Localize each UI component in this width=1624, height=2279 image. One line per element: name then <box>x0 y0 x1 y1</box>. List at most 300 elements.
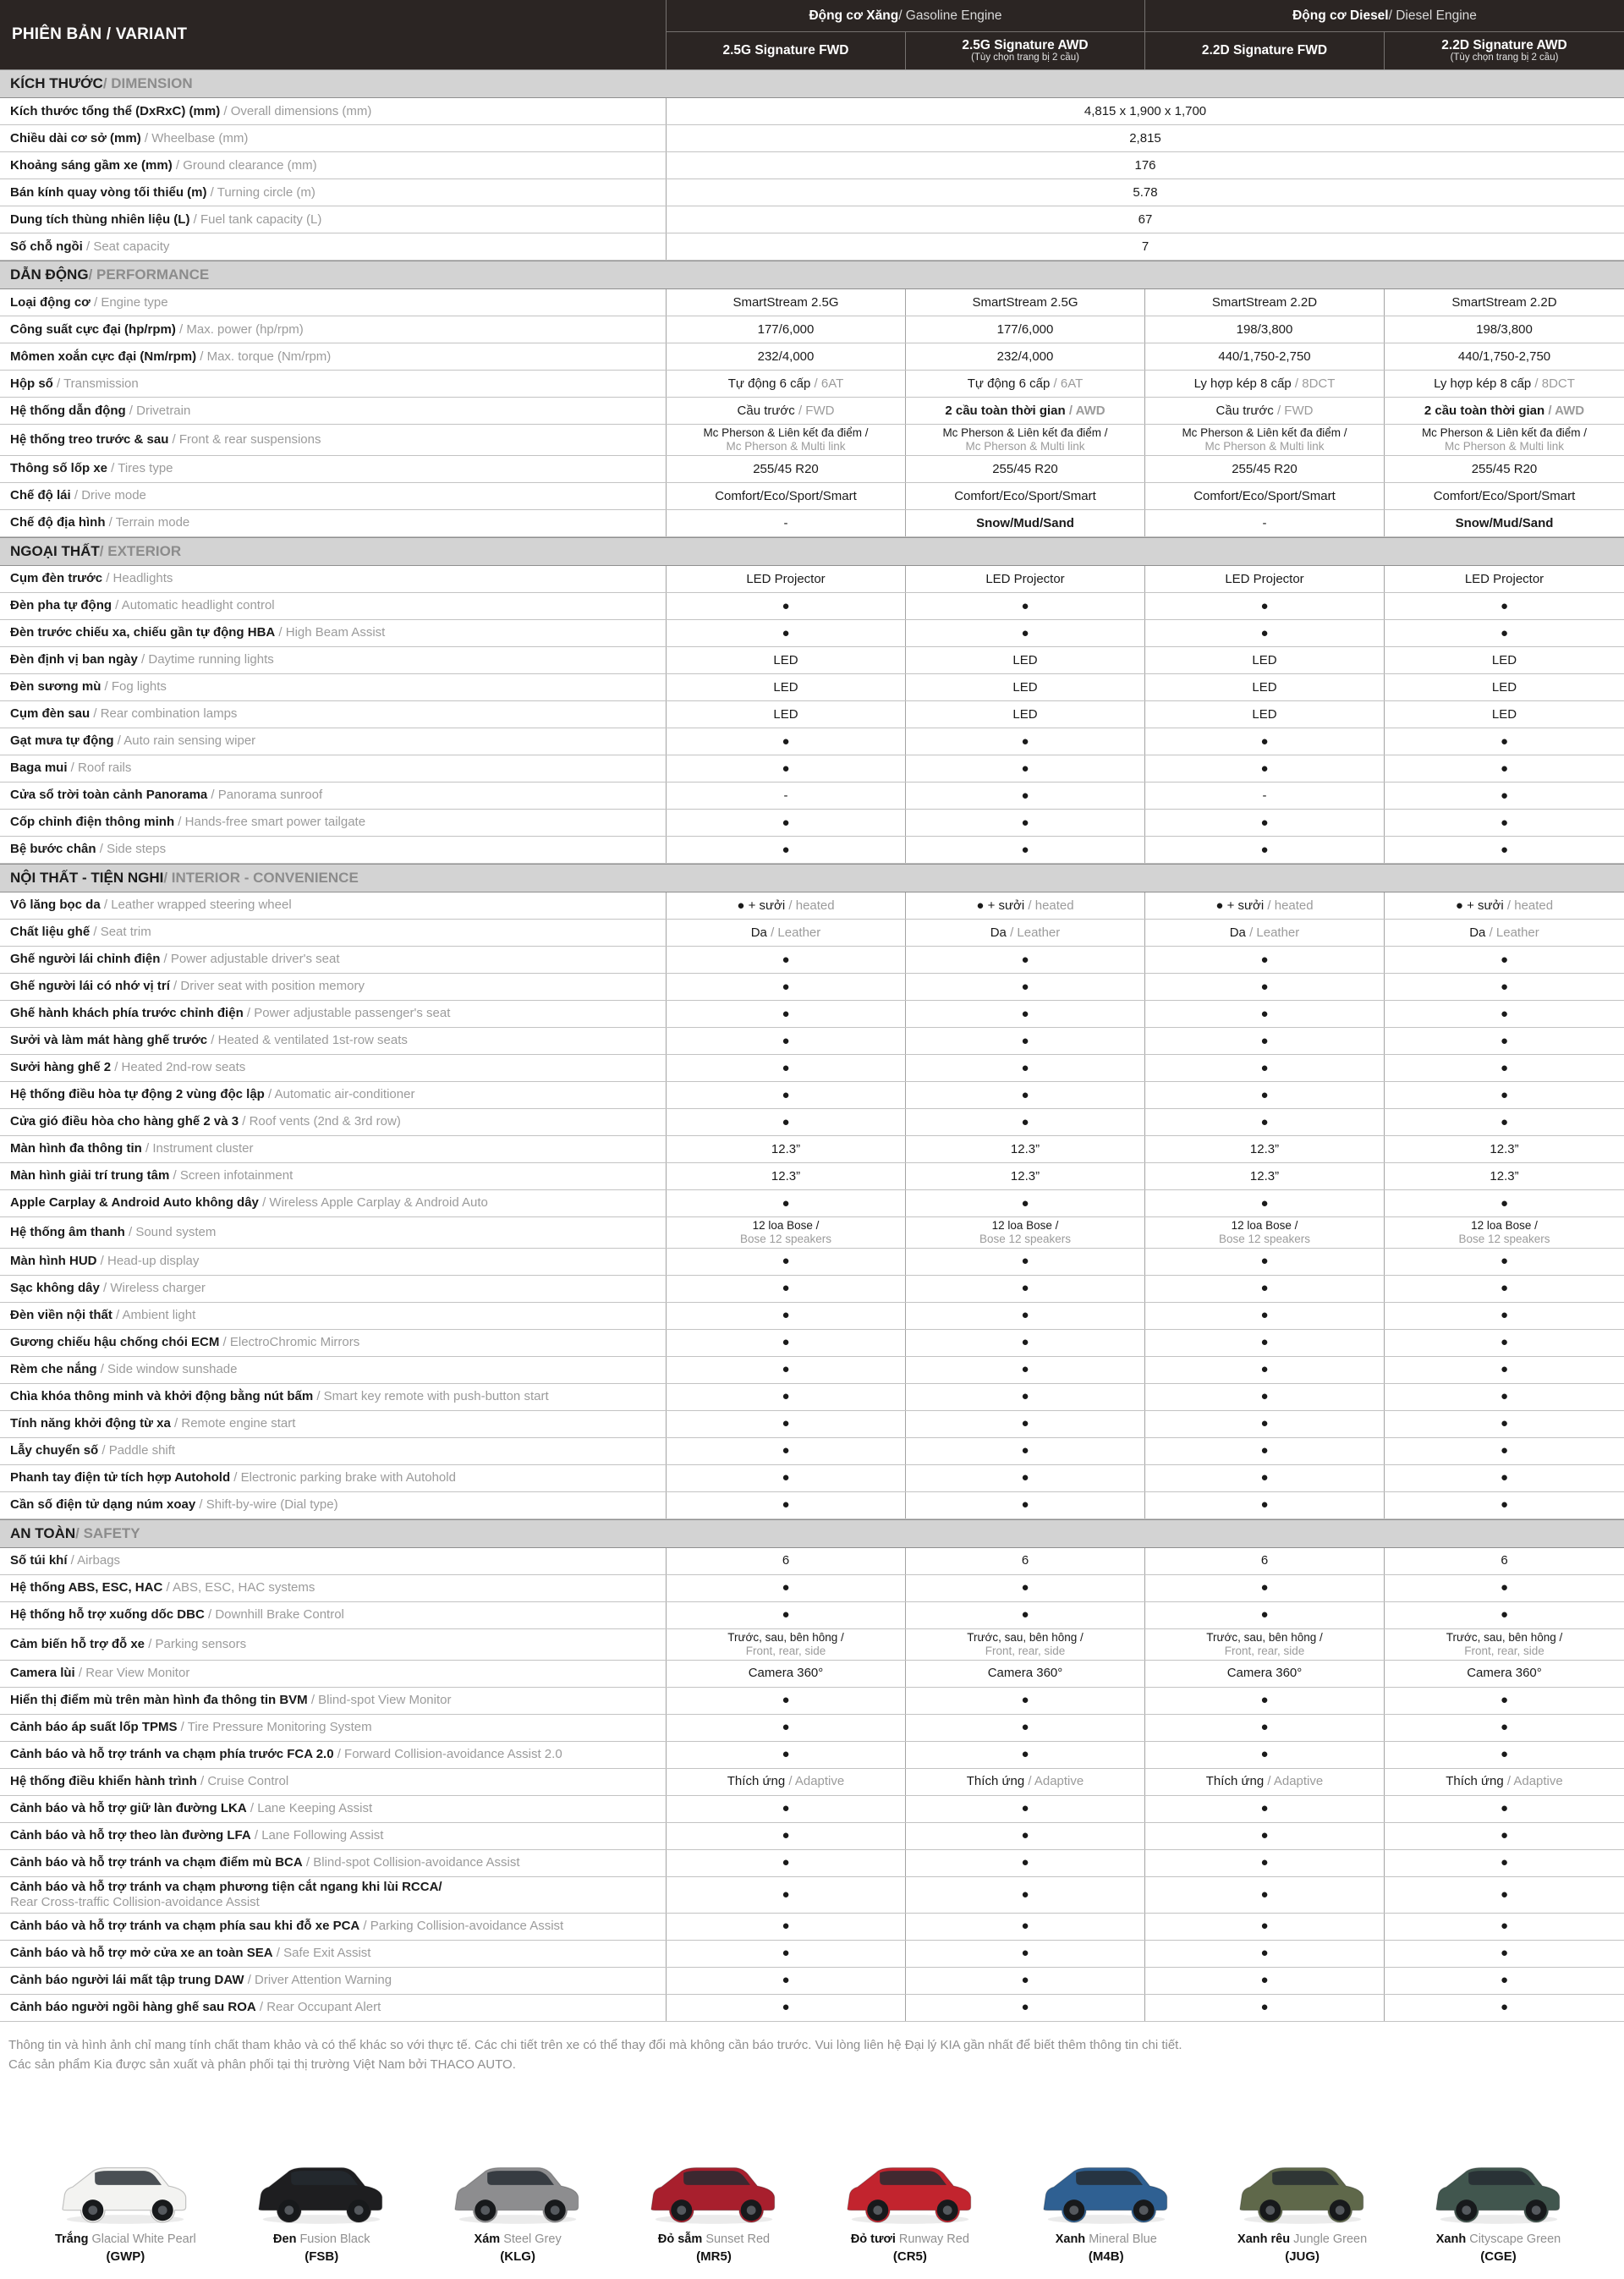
label-vi: Cầu trước <box>737 403 798 418</box>
label-vi: ● <box>782 625 790 640</box>
feature-included-dot <box>1144 1968 1384 1994</box>
label-vi: 255/45 R20 <box>992 461 1058 476</box>
feature-included-dot <box>1144 1357 1384 1383</box>
label-vi: Bán kính quay vòng tối thiểu (m) <box>10 184 207 200</box>
label-en: / Adaptive <box>1028 1774 1084 1789</box>
feature-included-dot <box>905 1796 1144 1822</box>
value-line <box>738 404 835 419</box>
label-vi: Cảnh báo và hỗ trợ tránh va chạm phía sau khi đỗ xe PCA <box>10 1919 360 1934</box>
feature-included-dot <box>905 1877 1144 1913</box>
label-vi: 440/1,750-2,750 <box>1218 349 1311 364</box>
value-line <box>1501 1720 1508 1735</box>
spec-cell <box>905 1769 1144 1795</box>
value-line <box>1501 2000 1508 2015</box>
row-label-line <box>10 761 657 776</box>
row-label <box>0 1796 666 1822</box>
label-en: / ABS, ESC, HAC systems <box>162 1580 315 1595</box>
value-line <box>1501 1443 1508 1458</box>
spec-row <box>0 728 1624 755</box>
spec-row <box>0 1330 1624 1357</box>
label-en: / Headlights <box>102 571 173 586</box>
spec-row <box>0 566 1624 593</box>
spec-row <box>0 1941 1624 1968</box>
label-en: / Power adjustable passenger's seat <box>243 1006 451 1021</box>
row-label <box>0 510 666 536</box>
feature-included-dot <box>1144 1109 1384 1135</box>
label-en: Bose 12 speakers <box>739 1232 832 1245</box>
row-label-line <box>10 239 657 255</box>
label-vi: 6 <box>1021 1553 1029 1568</box>
label-vi: ● <box>1500 1747 1509 1762</box>
spec-row <box>0 1303 1624 1330</box>
value-line <box>1467 1666 1542 1681</box>
spec-cell <box>905 647 1144 673</box>
value-line <box>1451 295 1556 310</box>
value-line <box>1501 1034 1508 1049</box>
row-label <box>0 1629 666 1660</box>
value-line <box>1194 376 1336 392</box>
table-header <box>0 0 1624 69</box>
value-line <box>1501 1828 1508 1843</box>
label-en: / Leather <box>771 925 821 940</box>
label-vi: Hệ thống điều khiển hành trình <box>10 1774 197 1789</box>
value-line <box>1490 1142 1518 1157</box>
label-vi: Baga mui <box>10 761 68 776</box>
label-vi: ● <box>1500 1195 1509 1211</box>
spec-cell <box>1144 701 1384 728</box>
label-vi: ● <box>1260 1006 1269 1021</box>
feature-included-dot <box>666 1276 905 1302</box>
label-en: / Terrain mode <box>105 515 190 530</box>
label-vi: Ghế người lái có nhớ vị trí <box>10 979 170 994</box>
value-line <box>1021 843 1029 858</box>
feature-not-available <box>666 783 905 809</box>
feature-included-dot <box>666 1330 905 1356</box>
value-line <box>782 1693 789 1708</box>
label-vi: Gạt mưa tự động <box>10 733 114 749</box>
spec-row <box>0 783 1624 810</box>
label-vi: Camera lùi <box>10 1666 75 1681</box>
label-en: / Ambient light <box>112 1308 196 1323</box>
value-line <box>1260 1801 1268 1816</box>
label-vi: Comfort/Eco/Sport/Smart <box>1193 488 1336 503</box>
value-line <box>773 680 798 695</box>
color-code: (M4B) <box>1088 2249 1124 2264</box>
value-line <box>1012 680 1037 695</box>
label-vi: SmartStream 2.2D <box>1211 294 1318 310</box>
spec-cell <box>1144 456 1384 482</box>
value-line <box>1476 322 1533 338</box>
label-vi: Hệ thống dẫn động <box>10 403 126 418</box>
label-vi: ● <box>1500 952 1509 967</box>
label-vi: ● <box>1500 815 1509 830</box>
value-line <box>1501 980 1508 995</box>
label-vi: Hệ thống âm thanh <box>10 1224 125 1239</box>
value-line <box>1011 1142 1040 1157</box>
value-line <box>1215 898 1313 914</box>
engine-group-header <box>666 0 1144 32</box>
label-vi: ● <box>1021 979 1029 994</box>
spec-cell <box>905 701 1144 728</box>
feature-included-dot <box>905 1995 1144 2021</box>
row-label-line <box>10 1880 657 1895</box>
feature-included-dot <box>666 1411 905 1437</box>
row-label-line <box>10 979 657 994</box>
spec-value-merged <box>666 152 1624 178</box>
label-vi: LED Projector <box>1225 571 1304 586</box>
label-en: / Rear combination lamps <box>90 706 238 722</box>
label-vi: ● + sưởi <box>737 898 789 913</box>
value-line <box>1230 925 1300 941</box>
label-vi: Cảnh báo và hỗ trợ giữ làn đường LKA <box>10 1801 247 1816</box>
feature-included-dot <box>666 1914 905 1940</box>
value-line <box>1129 131 1161 146</box>
feature-included-dot <box>666 1357 905 1383</box>
row-label <box>0 1249 666 1275</box>
row-label <box>0 810 666 836</box>
feature-included-dot <box>666 1465 905 1491</box>
row-label <box>0 1850 666 1876</box>
label-en: / Front & rear suspensions <box>168 431 321 447</box>
label-vi: ● <box>1500 1720 1509 1735</box>
row-label-line <box>10 625 657 640</box>
label-vi: - <box>1262 788 1267 803</box>
label-en: / Turning circle (m) <box>206 184 315 200</box>
label-vi: Camera 360° <box>987 1666 1063 1681</box>
label-vi: Da <box>750 925 771 940</box>
feature-included-dot <box>666 1688 905 1714</box>
label-vi: Động cơ Xăng <box>809 8 899 23</box>
value-line <box>1260 1443 1268 1458</box>
spec-cell <box>666 1769 905 1795</box>
label-en: / Power adjustable driver's seat <box>160 952 340 967</box>
value-line <box>1260 2000 1268 2015</box>
label-vi: KÍCH THƯỚC <box>10 75 103 91</box>
label-en: / heated <box>788 898 835 913</box>
label-vi: ● <box>1500 1470 1509 1485</box>
value-line <box>1458 349 1550 365</box>
label-vi: 12.3” <box>1249 1141 1280 1156</box>
label-en: / Daytime running lights <box>137 652 274 667</box>
spec-row <box>0 1769 1624 1796</box>
spec-row <box>0 483 1624 510</box>
value-line <box>753 1219 820 1233</box>
label-vi: ● <box>1260 761 1269 776</box>
value-line <box>782 1088 789 1103</box>
row-label <box>0 728 666 755</box>
row-label-line <box>10 1919 657 1934</box>
label-en: / Gasoline Engine <box>898 8 1002 23</box>
label-en: / 8DCT <box>1534 376 1575 391</box>
row-label <box>0 125 666 151</box>
spec-row <box>0 892 1624 920</box>
value-line <box>782 1115 789 1130</box>
value-line <box>1021 1034 1029 1049</box>
row-label-line <box>10 1195 657 1211</box>
label-vi: ● <box>1260 1308 1269 1323</box>
variant-column-header <box>905 32 1144 69</box>
feature-included-dot <box>1384 1028 1624 1054</box>
value-line <box>1021 1196 1029 1211</box>
value-line <box>1501 626 1508 641</box>
label-en: / Adaptive <box>1267 1774 1324 1789</box>
label-en: / Safe Exit Assist <box>272 1946 371 1961</box>
feature-included-dot <box>1384 1109 1624 1135</box>
spec-row <box>0 1877 1624 1914</box>
row-label <box>0 206 666 233</box>
label-vi: SmartStream 2.5G <box>972 294 1078 310</box>
spec-row <box>0 1661 1624 1688</box>
value-line <box>1021 1497 1029 1513</box>
label-en: / Instrument cluster <box>141 1141 254 1156</box>
value-line <box>782 815 789 831</box>
value-line <box>1260 1281 1268 1296</box>
label-en: / Max. power (hp/rpm) <box>175 321 304 337</box>
label-vi: Hệ thống hỗ trợ xuống dốc DBC <box>10 1607 205 1623</box>
row-label <box>0 620 666 646</box>
value-line <box>1021 980 1029 995</box>
label-vi: ● <box>782 1801 790 1816</box>
value-line <box>782 1034 789 1049</box>
label-vi: ● <box>1021 1497 1029 1513</box>
label-vi: LED <box>773 706 798 722</box>
value-line <box>1501 1580 1508 1595</box>
value-line <box>732 295 838 310</box>
feature-included-dot <box>666 1877 905 1913</box>
spec-cell <box>905 343 1144 370</box>
row-label-line <box>10 404 657 419</box>
label-vi: ● <box>1021 1389 1029 1404</box>
label-en: Rear Cross-traffic Collision-avoidance Assist <box>10 1894 260 1909</box>
spec-row <box>0 1465 1624 1492</box>
spec-cell <box>1384 1136 1624 1162</box>
value-line <box>1501 761 1508 777</box>
label-vi: Chế độ lái <box>10 488 71 503</box>
label-en: / AWD <box>1068 403 1106 418</box>
row-label <box>0 593 666 619</box>
feature-included-dot <box>1384 1575 1624 1601</box>
value-line <box>979 1233 1071 1246</box>
value-line <box>1260 1088 1268 1103</box>
row-label-line <box>10 1855 657 1870</box>
row-label <box>0 1769 666 1795</box>
label-vi: ● <box>1021 1747 1029 1762</box>
value-line <box>1252 707 1276 722</box>
label-vi: Màn hình HUD <box>10 1254 97 1269</box>
label-vi: ● <box>1021 1855 1029 1870</box>
label-en: / Rear Occupant Alert <box>255 2000 381 2015</box>
label-vi: Ghế hành khách phía trước chỉnh điện <box>10 1006 244 1021</box>
spec-cell <box>666 1548 905 1574</box>
feature-included-dot <box>666 1109 905 1135</box>
feature-included-dot <box>1384 1465 1624 1491</box>
row-label <box>0 179 666 206</box>
value-line <box>1021 1281 1029 1296</box>
value-line <box>782 1946 789 1961</box>
feature-included-dot <box>1384 1438 1624 1464</box>
spec-row <box>0 1276 1624 1303</box>
label-vi: Cốp chỉnh điện thông minh <box>10 815 175 830</box>
spec-cell <box>1144 398 1384 424</box>
label-vi: / DIMENSION <box>102 75 193 91</box>
label-vi: ● <box>782 815 790 830</box>
feature-included-dot <box>1144 1823 1384 1849</box>
label-en: / heated <box>1506 898 1554 913</box>
label-en: / Leather wrapped steering wheel <box>100 898 292 913</box>
spec-row <box>0 1109 1624 1136</box>
spec-row <box>0 701 1624 728</box>
spec-cell <box>1384 510 1624 536</box>
value-line <box>782 953 789 968</box>
value-line <box>1193 489 1336 504</box>
label-vi: ● <box>1500 1114 1509 1129</box>
value-line <box>1232 1219 1298 1233</box>
label-vi: ● <box>1500 1033 1509 1048</box>
spec-row <box>0 810 1624 837</box>
value-line <box>1501 1747 1508 1762</box>
value-line <box>782 1335 789 1350</box>
spec-row <box>0 398 1624 425</box>
row-label-line <box>10 1060 657 1075</box>
value-line <box>1501 1196 1508 1211</box>
color-code: (CGE) <box>1480 2249 1517 2264</box>
label-vi: 4,815 x 1,900 x 1,700 <box>1084 103 1207 118</box>
value-line <box>1225 572 1303 587</box>
value-line <box>942 426 1107 440</box>
feature-included-dot <box>1384 974 1624 1000</box>
label-en: / Shift-by-wire (Dial type) <box>195 1497 338 1513</box>
label-vi: ● <box>1260 1607 1269 1623</box>
label-vi: Tính năng khởi động từ xa <box>10 1416 171 1431</box>
value-line <box>1260 1470 1268 1485</box>
label-vi: Sạc không dây <box>10 1281 100 1296</box>
row-label-line <box>10 1114 657 1129</box>
label-vi: ● <box>1260 1416 1269 1431</box>
label-vi: ● <box>782 1195 790 1211</box>
value-line <box>992 1219 1059 1233</box>
spec-row <box>0 1217 1624 1249</box>
disclaimer <box>0 2022 1624 2075</box>
feature-included-dot <box>1144 1914 1384 1940</box>
label-en: / Lane Following Assist <box>250 1828 384 1843</box>
label-vi: Động cơ Diesel <box>1292 8 1389 23</box>
label-vi: Cảnh báo và hỗ trợ tránh va chạm phương tiện cắt ngang khi lùi RCCA/ <box>10 1879 442 1894</box>
value-line <box>1260 761 1268 777</box>
value-line <box>1260 1720 1268 1735</box>
label-vi: Màn hình giải trí trung tâm <box>10 1168 170 1183</box>
value-line <box>1206 1631 1322 1645</box>
label-vi: Camera 360° <box>1226 1666 1303 1681</box>
row-label-line <box>10 652 657 667</box>
feature-included-dot <box>666 1602 905 1628</box>
feature-included-dot <box>1384 783 1624 809</box>
value-line <box>985 572 1064 587</box>
value-line <box>1021 1973 1029 1988</box>
label-en: / Airbags <box>67 1553 121 1568</box>
row-label <box>0 1330 666 1356</box>
row-label-line <box>10 1801 657 1816</box>
label-vi: ● <box>1260 1060 1269 1075</box>
spec-row <box>0 1411 1624 1438</box>
spec-row <box>0 647 1624 674</box>
value-line <box>753 462 819 477</box>
label-vi: ● <box>1260 1362 1269 1377</box>
value-line <box>1501 1607 1508 1623</box>
value-line <box>1471 1219 1538 1233</box>
row-label-line <box>10 1720 657 1735</box>
value-line <box>782 761 789 777</box>
value-line <box>1021 1887 1029 1903</box>
label-vi: Loại động cơ <box>10 294 91 310</box>
row-label <box>0 920 666 946</box>
label-vi: LED <box>1012 679 1038 695</box>
label-vi: ● <box>1500 1580 1509 1595</box>
value-line <box>967 1631 1083 1645</box>
spec-cell <box>1384 425 1624 455</box>
value-line <box>976 516 1074 531</box>
label-vi: ● <box>1260 1443 1269 1458</box>
value-line <box>782 1887 789 1903</box>
value-line <box>782 1254 789 1269</box>
value-line <box>1260 1747 1268 1762</box>
feature-included-dot <box>1144 1438 1384 1464</box>
spec-cell <box>1144 1629 1384 1660</box>
row-label <box>0 1715 666 1741</box>
label-vi: LED <box>1252 706 1277 722</box>
label-vi: ● <box>1500 979 1509 994</box>
label-en: Front, rear, side <box>745 1644 826 1657</box>
label-vi: ● <box>782 2000 790 2015</box>
value-line <box>1182 426 1347 440</box>
label-vi: Dung tích thùng nhiên liệu (L) <box>10 211 190 227</box>
value-line <box>1227 1666 1303 1681</box>
label-vi: Snow/Mud/Sand <box>976 515 1074 530</box>
label-en: / Tires type <box>107 461 173 476</box>
spec-cell <box>1384 289 1624 316</box>
label-vi: 177/6,000 <box>996 321 1054 337</box>
value-line <box>1260 1416 1268 1431</box>
label-vi: Cụm đèn sau <box>10 706 91 722</box>
value-line <box>727 1631 843 1645</box>
label-vi: 12 loa Bose / <box>1231 1218 1298 1232</box>
label-vi: ● <box>1260 733 1269 749</box>
row-label-line <box>10 842 657 857</box>
label-vi: LED <box>1491 652 1517 667</box>
label-vi: ● <box>1021 815 1029 830</box>
label-en: / Heated & ventilated 1st-row seats <box>207 1033 408 1048</box>
feature-included-dot <box>905 1575 1144 1601</box>
label-vi: AN TOÀN <box>10 1524 76 1541</box>
value-line <box>1260 1497 1268 1513</box>
label-vi: / INTERIOR - CONVENIENCE <box>163 869 359 886</box>
value-line <box>1021 1919 1029 1934</box>
spec-cell <box>666 425 905 455</box>
label-en: / Drive mode <box>70 488 146 503</box>
label-vi: ● + sưởi <box>1215 898 1268 913</box>
label-vi: 12.3” <box>1249 1168 1280 1183</box>
label-en: / Driver seat with position memory <box>169 979 365 994</box>
label-vi: ● <box>1500 1308 1509 1323</box>
label-en: / Leather <box>1010 925 1061 940</box>
label-en: / High Beam Assist <box>275 625 386 640</box>
value-line <box>740 1233 831 1246</box>
value-line <box>1446 1631 1562 1645</box>
value-line <box>782 843 789 858</box>
label-vi: ● <box>1500 1886 1509 1902</box>
label-vi: Da <box>1229 925 1250 940</box>
label-vi: ● <box>1260 1281 1269 1296</box>
label-vi: Thích ứng <box>1205 1774 1268 1789</box>
